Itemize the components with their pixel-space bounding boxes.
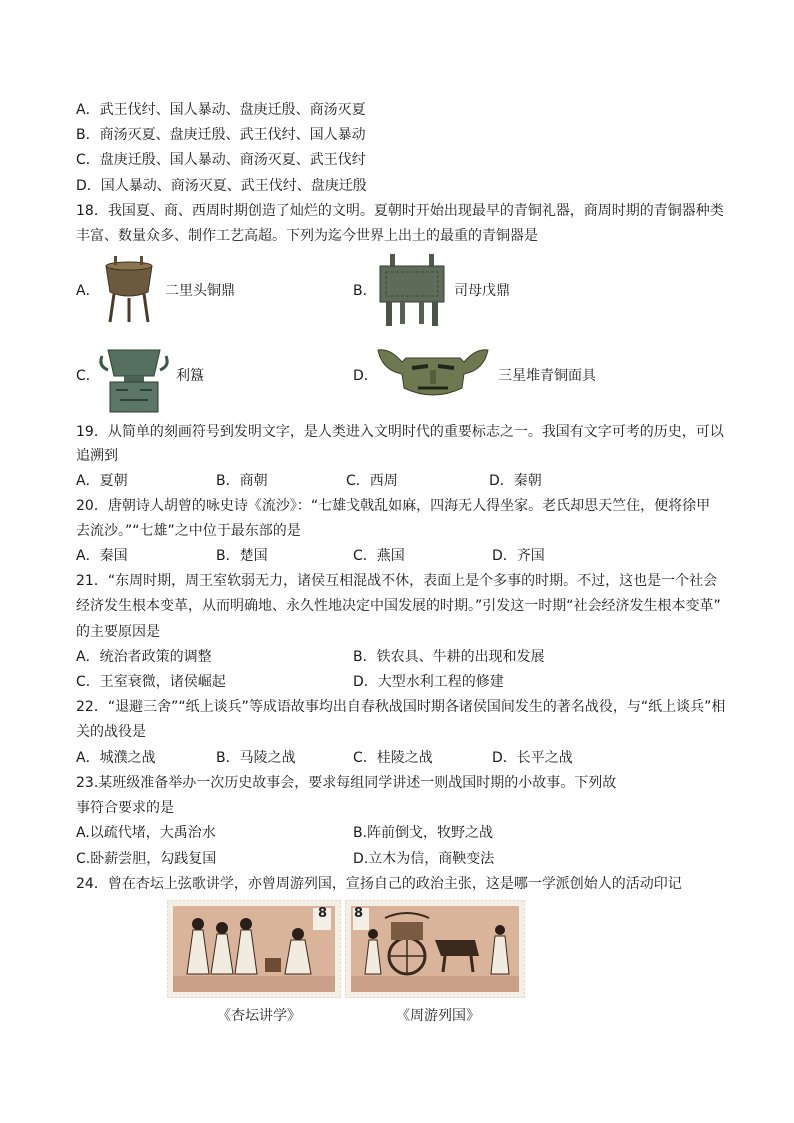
q21-stem-line2: 经济发生根本变革，从而明确地、永久性地决定中国发展的时期。”引发这一时期“社会经济发生根本变革” xyxy=(76,598,721,614)
q20-option-b: B．楚国 xyxy=(216,548,268,564)
q20-stem-line2: 去流沙。”“七雄”之中位于最东部的是 xyxy=(76,523,301,539)
q18-option-b-letter: B． xyxy=(353,283,377,299)
q18-option-c-letter: C． xyxy=(76,368,100,384)
apricot-altar-lecture-stamp-icon xyxy=(167,900,341,1002)
q21-option-c: C．王室衰微，诸侯崛起 xyxy=(76,674,226,690)
q19-stem-line1: 19．从简单的刻画符号到发明文字，是人类进入文明时代的重要标志之一。我国有文字可考的历史，可以 xyxy=(76,424,724,440)
q19-option-b: B．商朝 xyxy=(216,473,268,489)
q22-option-b: B．马陵之战 xyxy=(216,750,296,766)
q21-option-a: A．统治者政策的调整 xyxy=(76,649,212,665)
q22-stem-line1: 22．“退避三舍”“纸上谈兵”等成语故事均出自春秋战国时期各诸侯国间发生的著名战役，与“纸上谈兵”相 xyxy=(76,699,726,715)
q17-option-d: D．国人暴动、商汤灭夏、武王伐纣、盘庚迁殷 xyxy=(76,178,367,194)
q17-option-a: A．武王伐纣、国人暴动、盘庚迁殷、商汤灭夏 xyxy=(76,102,366,118)
q23-option-c: C.卧薪尝胆，勾践复国 xyxy=(76,851,217,867)
q19-stem-line2: 追溯到 xyxy=(76,448,118,464)
stamp-1-value: 8 xyxy=(318,906,328,921)
q21-option-b: B．铁农具、牛耕的出现和发展 xyxy=(353,649,545,665)
stamp-1-caption: 《杏坛讲学》 xyxy=(217,1008,301,1024)
q23-stem-line1: 23.某班级准备举办一次历史故事会，要求每组同学讲述一则战国时期的小故事。下列故 xyxy=(76,775,617,791)
stamp-2-value: 8 xyxy=(354,906,364,921)
q24-stem-line1: 24．曾在杏坛上弦歌讲学，亦曾周游列国，宣扬自己的政治主张，这是哪一学派创始人的活动印记 xyxy=(76,876,682,892)
q23-option-b: B.阵前倒戈，牧野之战 xyxy=(353,825,494,841)
bronze-tripod-ding-icon xyxy=(100,256,158,328)
q20-stem-line1: 20．唐朝诗人胡曾的咏史诗《流沙》：“七雄戈戟乱如麻，四海无人得坐家。老氏却思天竺住，便将徐甲 xyxy=(76,498,711,514)
q22-option-a: A．城濮之战 xyxy=(76,750,156,766)
q23-option-a: A.以疏代堵，大禹治水 xyxy=(76,825,216,841)
q18-option-c-label: 利簋 xyxy=(176,368,204,384)
q17-option-c: C．盘庚迁殷、国人暴动、商汤灭夏、武王伐纣 xyxy=(76,152,366,168)
q18-option-a-letter: A． xyxy=(76,283,100,299)
q22-option-d: D．长平之战 xyxy=(492,750,573,766)
q22-stem-line2: 关的战役是 xyxy=(76,724,146,740)
stamp-2-caption: 《周游列国》 xyxy=(396,1008,480,1024)
q18-stem-line2: 丰富、数量众多、制作工艺高超。下列为迄今世界上出土的最重的青铜器是 xyxy=(76,228,538,244)
q19-option-a: A．夏朝 xyxy=(76,473,128,489)
q20-option-a: A．秦国 xyxy=(76,548,128,564)
q19-option-c: C．西周 xyxy=(346,473,398,489)
touring-states-chariot-stamp-icon xyxy=(345,900,525,1002)
q19-option-d: D．秦朝 xyxy=(489,473,542,489)
q18-option-a-label: 二里头铜鼎 xyxy=(165,283,235,299)
q18-option-b-label: 司母戊鼎 xyxy=(454,283,510,299)
q20-option-c: C．燕国 xyxy=(353,548,405,564)
q18-option-d-letter: D． xyxy=(353,368,378,384)
q21-stem-line1: 21．“东周时期，周王室软弱无力，诸侯互相混战不休，表面上是个多事的时期。不过，这也是一个社会 xyxy=(76,573,718,589)
q23-stem-line2: 事符合要求的是 xyxy=(76,800,174,816)
q22-option-c: C．桂陵之战 xyxy=(353,750,433,766)
q20-option-d: D．齐国 xyxy=(492,548,545,564)
bronze-mask-icon xyxy=(376,344,490,406)
q18-stem-line1: 18．我国夏、商、西周时期创造了灿烂的文明。夏朝时开始出现最早的青铜礼器，商周时期的青铜器种类 xyxy=(76,203,724,219)
q23-option-d: D.立木为信，商鞅变法 xyxy=(353,851,495,867)
q21-stem-line3: 的主要原因是 xyxy=(76,624,160,640)
q21-option-d: D．大型水利工程的修建 xyxy=(353,674,504,690)
square-ding-icon xyxy=(376,252,448,332)
q17-option-b: B．商汤灭夏、盘庚迁殷、武王伐纣、国人暴动 xyxy=(76,127,366,143)
q18-option-d-label: 三星堆青铜面具 xyxy=(498,368,596,384)
li-gui-vessel-icon xyxy=(98,344,170,418)
